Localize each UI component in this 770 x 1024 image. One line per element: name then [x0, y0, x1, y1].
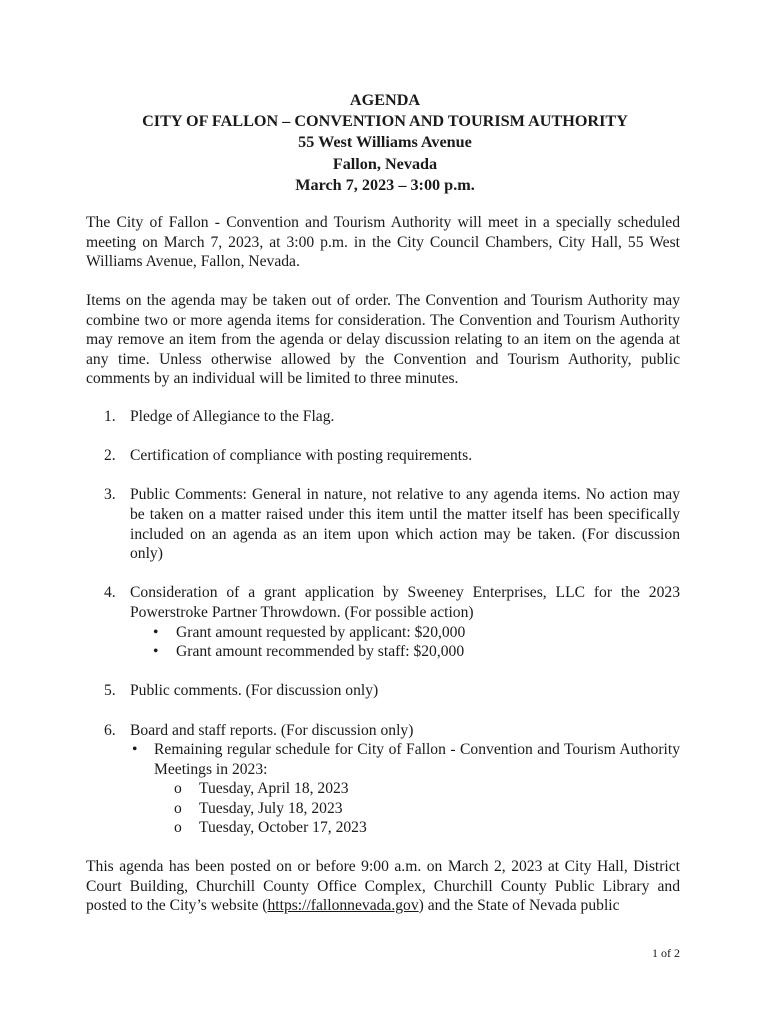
posting-text-end: ) and the State of Nevada public — [418, 897, 620, 915]
item-text: Public comments. (For discussion only) — [130, 682, 379, 700]
schedule-text: Remaining regular schedule for City of Fallon - Convention and Tourism Authority Meetings in 2023: — [154, 741, 680, 778]
item-number: 5. — [104, 682, 116, 700]
website-link[interactable]: https://fallonnevada.gov — [267, 897, 419, 915]
bullet-icon: • — [153, 643, 159, 661]
item-text: Certification of compliance with posting requirements. — [130, 447, 473, 465]
bullet-icon: • — [132, 741, 138, 759]
meeting-date-text: Tuesday, April 18, 2023 — [199, 780, 349, 798]
item-text: Board and staff reports. (For discussion only) — [130, 721, 414, 739]
meeting-date-text: Tuesday, July 18, 2023 — [199, 799, 343, 817]
posting-text: This agenda has been posted on or before 9:00 a.m. on March 2, 2023 at City Hall, District Court Building, Churchill County Office Complex, Churchill County Public Library and posted to the City’s website ( — [86, 858, 680, 915]
meeting-dates-list — [154, 779, 680, 838]
agenda-item-6 — [86, 721, 680, 839]
agenda-item-2 — [86, 446, 680, 466]
meeting-datetime: March 7, 2023 – 3:00 p.m. — [295, 175, 475, 194]
agenda-items — [86, 407, 680, 858]
meeting-date — [154, 818, 680, 838]
agenda-title: AGENDA — [349, 91, 421, 109]
item-number: 1. — [104, 408, 116, 425]
meeting-date — [154, 799, 680, 819]
item-text: Pledge of Allegiance to the Flag. — [130, 408, 335, 425]
rules-paragraph: Items on the agenda may be taken out of order. The Convention and Tourism Authority may combine two or more agenda items for consideration. The Convention and Tourism Authority may remove an item from the agenda or delay discussion relating to an item on the agenda at any time. Unless otherwise allowed by the Convention and Tourism Authority, public comments by an individual will be limited to three minutes. — [86, 292, 680, 388]
bullet-icon: • — [153, 623, 159, 641]
grant-requested: Grant amount requested by applicant: $20,000 — [176, 623, 466, 641]
agenda-item-3 — [86, 485, 680, 563]
agenda-header — [0, 90, 770, 196]
agenda-item-1 — [86, 407, 680, 427]
page-number: 1 of 2 — [652, 946, 680, 960]
list-item — [130, 740, 680, 838]
circle-bullet-icon: o — [174, 780, 182, 798]
circle-bullet-icon: o — [174, 819, 182, 837]
grant-recommended: Grant amount recommended by staff: $20,000 — [176, 643, 465, 661]
posting-paragraph — [86, 857, 680, 916]
meeting-address: 55 West Williams Avenue — [298, 133, 472, 152]
agenda-item-5 — [86, 681, 680, 701]
item-text: Public Comments: General in nature, not relative to any agenda items. No action may be taken on a matter raised under this item until the matter itself has been specifically included on an agenda as an item upon which action may be taken. (For discussion only) — [130, 486, 680, 563]
item-number: 3. — [104, 486, 116, 504]
item-number: 2. — [104, 447, 116, 465]
item-number: 6. — [104, 721, 116, 739]
item-number: 4. — [104, 584, 116, 602]
meeting-date — [154, 779, 680, 799]
meeting-city: Fallon, Nevada — [332, 154, 438, 173]
list-item — [130, 623, 680, 643]
circle-bullet-icon: o — [174, 799, 182, 817]
grant-amount-list — [130, 623, 680, 662]
meeting-date-text: Tuesday, October 17, 2023 — [199, 819, 367, 837]
list-item — [130, 642, 680, 662]
schedule-list — [130, 740, 680, 838]
item-text: Consideration of a grant application by Sweeney Enterprises, LLC for the 2023 Powerstroke Partner Throwdown. (For possible action) — [130, 584, 680, 621]
agenda-item-4 — [86, 583, 680, 661]
intro-paragraph: The City of Fallon - Convention and Tourism Authority will meet in a specially scheduled meeting on March 7, 2023, at 3:00 p.m. in the City Council Chambers, City Hall, 55 West Williams Avenue, Fallon, Nevada. — [86, 214, 680, 271]
organization-name: CITY OF FALLON – CONVENTION AND TOURISM AUTHORITY — [142, 112, 628, 131]
